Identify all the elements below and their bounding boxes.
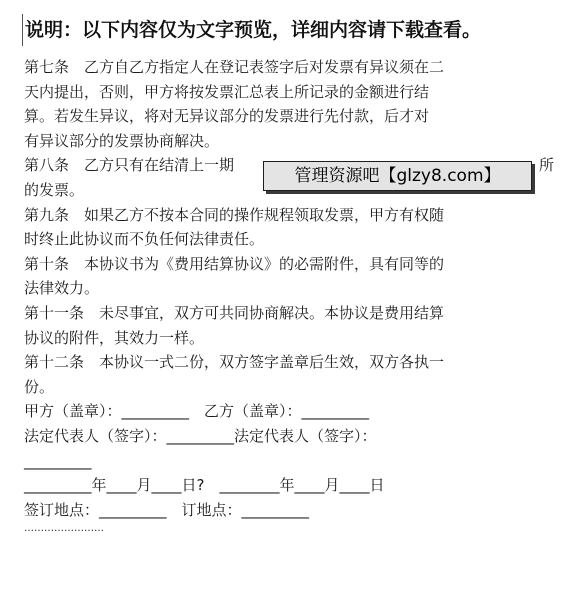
text-line: 算。若发生异议，将对无异议部分的发票进行先付款，后才对 [24, 107, 430, 126]
text-line: 天内提出，否则，甲方将按发票汇总表上所记录的金额进行结 [24, 82, 430, 101]
preview-notice: 说明：以下内容仅为文字预览，详细内容请下载查看。 [22, 14, 481, 46]
watermark-banner: 管理资源吧【glzy8.com】 [263, 161, 532, 191]
text-line: 第十一条 未尽事宜，双方可共同协商解决。本协议是费用结算 [24, 303, 445, 322]
clause-9 [24, 203, 554, 252]
text-line-start: 第八条 乙方只有在结清上一期 [24, 156, 235, 175]
signature-line-parties: 甲方（盖章）：_________ 乙方（盖章）：_________ [24, 402, 370, 421]
text-line: 份。 [24, 377, 55, 396]
clause-11 [24, 301, 554, 350]
ellipsis-dots: …………………… [24, 523, 104, 535]
text-line-tail: 所 [539, 156, 555, 175]
text-line: 有异议部分的发票协商解决。 [24, 131, 220, 150]
text-line: 协议的附件，其效力一样。 [24, 328, 205, 347]
text-line: 的发票。 [24, 180, 85, 199]
text-line: 法律效力。 [24, 279, 100, 298]
signature-line-location: 签订地点：_________ 订地点：_________ [24, 500, 310, 519]
clause-10 [24, 252, 554, 301]
clause-12 [24, 350, 554, 399]
signature-line-dates: _________年____月____日? ________年____月____日 [24, 476, 385, 495]
text-line: 第十条 本协议书为《费用结算协议》的必需附件，具有同等的 [24, 254, 445, 273]
signature-block [24, 399, 554, 522]
clause-7 [24, 55, 554, 153]
text-line: 第十二条 本协议一式二份，双方签字盖章后生效，双方各执一 [24, 353, 445, 372]
text-line: 第七条 乙方自乙方指定人在登记表签字后对发票有异议须在二 [24, 58, 445, 76]
text-line: 第九条 如果乙方不按本合同的操作规程领取发票，甲方有权随 [24, 205, 445, 224]
signature-line-blank: _________ [24, 451, 92, 470]
signature-line-representatives: 法定代表人（签字）：_________法定代表人（签字）： [24, 426, 377, 445]
document-body [24, 55, 554, 536]
text-line: 时终止此协议而不负任何法律责任。 [24, 230, 265, 249]
